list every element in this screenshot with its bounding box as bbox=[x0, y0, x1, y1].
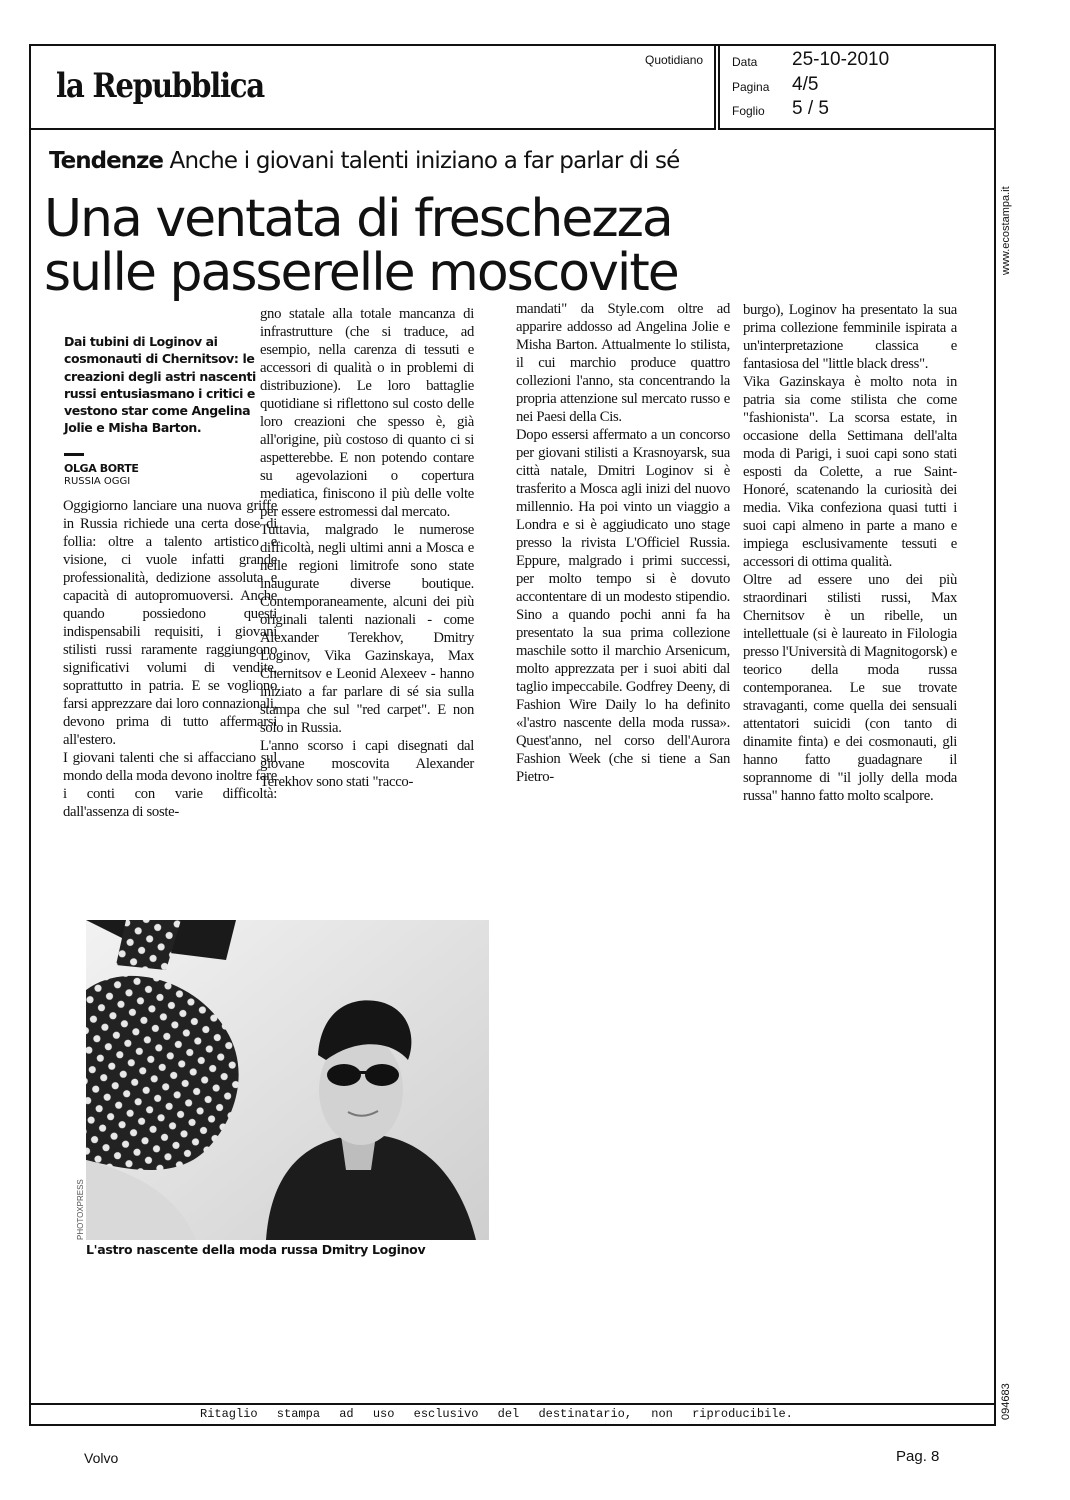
newspaper-logo: la Repubblica bbox=[56, 66, 264, 106]
paragraph: Oltre ad essere uno dei più straordinari stilisti russi, Max Chernitsov è un ribelle, un intellettuale (si è laureato in Filologia presso l'Università di Magnitogorsk) e teorico della moda russa contemporanea. Le sue trovate stravaganti, come quella dei sensuali attentatori suicidi (con tanto di dinamite finta) e dei cosmonauti, gli hanno fatto guadagnare il soprannome di "il jolly della moda russa" hanno fatto molto scalpore. bbox=[743, 572, 957, 804]
pagina-label: Pagina bbox=[732, 80, 770, 94]
kicker bbox=[49, 148, 680, 174]
bottom-rule bbox=[29, 1403, 994, 1405]
headline bbox=[44, 189, 744, 303]
photo-caption: L'astro nascente della moda russa Dmitry Loginov bbox=[86, 1242, 426, 1257]
author-dash bbox=[64, 453, 84, 456]
paragraph: Dopo essersi affermato a un concorso per giovani stilisti a Krasnoyarsk, sua città natale, Dmitri Loginov si è trasferito a Mosca agli inizi del nuovo millennio. Ha poi vinto un viaggio a Londra e si è aggiudicato uno stage presso la rivista L'Officiel Russia. Eppure, malgrado i primi successi, per molto tempo si è dovuto accontentare di un modesto stipendio. Sino a quando pochi anni fa ha presentato la sua prima collezione maschile sotto il marchio Arsenicum, molto apprezzata per i suoi abiti dal taglio impeccabile. Godfrey Deeny, di Fashion Wire Daily lo ha definito «l'astro nascente della moda russa». Quest'anno, nel corso dell'Aurora Fashion Week (che si tiene a San Pietro- bbox=[516, 427, 730, 785]
foglio-value: 5 / 5 bbox=[792, 98, 829, 119]
pagina-value: 4/5 bbox=[792, 74, 819, 95]
paragraph: Vika Gazinskaya è molto nota in patria sia come stilista che come "fashionista". La scorsa estate, in occasione della Settimana dell'alta moda di Parigi, i suoi capi sono stati esposti da Colette, a rue Saint-Honoré, scatenando la curiosità dei media. Vika confeziona quasi tutti i suoi capi almeno in parte a mano e impiega esclusivamente tessuti e accessori di ottima qualità. bbox=[743, 374, 957, 570]
standfirst: Dai tubini di Loginov ai cosmonauti di Chernitsov: le creazioni degli astri nascenti russi entusiasmano i critici e vestono star come Angelina Jolie e Misha Barton. bbox=[64, 334, 256, 436]
side-url: www.ecostampa.it bbox=[1000, 186, 1012, 275]
author-source: RUSSIA OGGI bbox=[64, 476, 131, 487]
paragraph: Tuttavia, malgrado le numerose difficoltà, negli ultimi anni a Mosca e nelle regioni limitrofe sono state inaugurate diverse boutique. Contemporaneamente, alcuni dei più originali talenti nazionali - come Alexander Terekhov, Dmitry Loginov, Vika Gazinskaya, Max Chernitsov e Leonid Alexeev - hanno iniziato a far parlare di sé sia sulla stampa che sul "red carpet". E non solo in Russia. bbox=[260, 522, 474, 736]
paragraph: burgo), Loginov ha presentato la sua prima collezione femminile ispirata a un'interpretazione classica e fantasiosa del "little black dress". bbox=[743, 302, 957, 372]
article-column-2 bbox=[260, 305, 474, 791]
article-column-3 bbox=[516, 300, 730, 786]
article-photo bbox=[86, 920, 489, 1240]
data-label: Data bbox=[732, 55, 758, 69]
copyright-notice: Ritaglio stampa ad uso esclusivo del destinatario, non riproducibile. bbox=[200, 1407, 793, 1421]
footer-client: Volvo bbox=[84, 1450, 119, 1466]
headline-line-1: Una ventata di freschezza bbox=[44, 189, 672, 249]
headline-line-2: sulle passerelle moscovite bbox=[44, 243, 678, 303]
kicker-text: Anche i giovani talenti iniziano a far parlar di sé bbox=[163, 148, 680, 174]
author-name: OLGA BORTE bbox=[64, 462, 139, 475]
foglio-label: Foglio bbox=[732, 104, 765, 118]
footer-page-number: Pag. 8 bbox=[896, 1448, 940, 1465]
paragraph: Oggigiorno lanciare una nuova griffe in Russia richiede una certa dose di follia: oltre a talento artistico e visione, ci vuole infatti grande professionalità, dedizione assoluta e capacità di autopromuoversi. Anche quando possiedono questi indispensabili requisiti, i giovani stilisti russi raramente raggiungono significativi volumi di vendite, soprattutto in patria. E se vogliono farsi apprezzare dai loro connazionali, devono prima di tutto affermarsi all'estero. bbox=[63, 498, 277, 748]
article-column-4 bbox=[743, 301, 957, 805]
paragraph: I giovani talenti che si affacciano sul mondo della moda devono inoltre fare i conti con varie difficoltà: dall'assenza di soste- bbox=[63, 750, 277, 820]
portrait-illustration bbox=[86, 920, 489, 1240]
publication-type: Quotidiano bbox=[645, 53, 704, 67]
side-code: 094683 bbox=[1000, 1383, 1012, 1420]
article-column-1 bbox=[63, 497, 277, 821]
data-value: 25-10-2010 bbox=[792, 49, 890, 70]
kicker-section: Tendenze bbox=[49, 148, 164, 174]
paragraph: mandati" da Style.com oltre ad apparire addosso ad Angelina Jolie e Misha Barton. Attualmente lo stilista, il cui marchio produce quattro collezioni l'anno, sta concentrando la propria attenzione sul mercato russo e nei Paesi della Cis. bbox=[516, 301, 730, 425]
paragraph: L'anno scorso i capi disegnati dal giovane moscovita Alexander Terekhov sono stati "racco- bbox=[260, 738, 474, 790]
photo-credit: PHOTOXPRESS bbox=[76, 1179, 85, 1240]
paragraph: gno statale alla totale mancanza di infrastrutture (che si traduce, ad esempio, nella carenza di tessuti e accessori di qualità o in problemi di distribuzione). Le loro battaglie quotidiane si riflettono sul costo delle loro creazioni che spesso è, già all'origine, più costoso di quanto ci si aspetterebbe. E non potendo contare su agevolazioni o copertura mediatica, finiscono il più delle volte per essere estromessi dal mercato. bbox=[260, 306, 474, 520]
